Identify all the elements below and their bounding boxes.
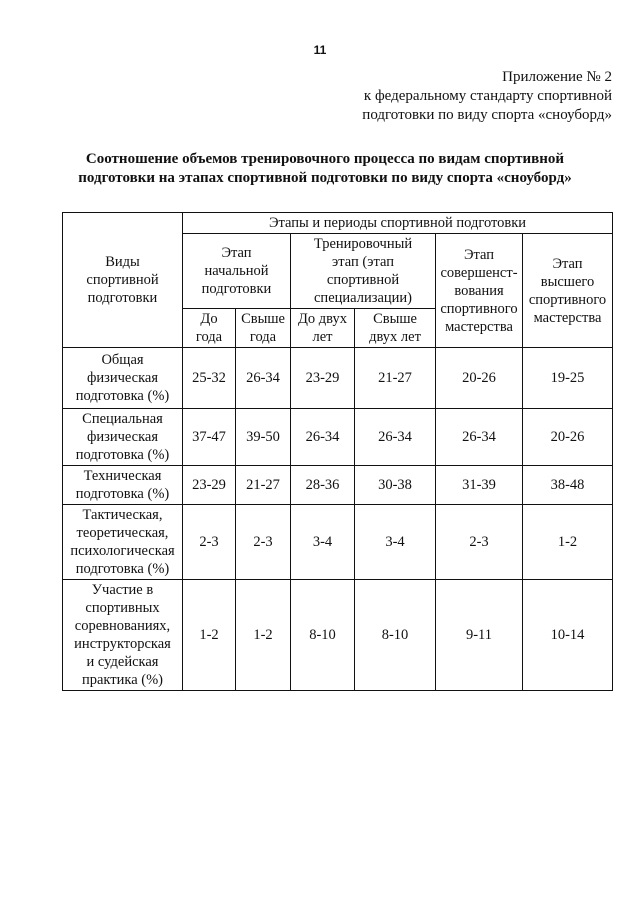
table-cell: 10-14 — [523, 580, 613, 691]
header-training-stage: Тренировочный этап (этап спортивной специализации) — [291, 234, 436, 309]
appendix-line-1: Приложение № 2 — [502, 69, 612, 85]
table-cell: 26-34 — [355, 409, 436, 466]
table-row — [63, 505, 613, 580]
appendix-line-3: подготовки по виду спорта «сноуборд» — [362, 107, 612, 123]
table-cell: 1-2 — [236, 580, 291, 691]
row-label-general-physical: Общая физическая подготовка (%) — [63, 348, 183, 409]
table-cell: 20-26 — [523, 409, 613, 466]
row-label-competitions: Участие в спортивных соревнованиях, инструкторская и судейская практика (%) — [63, 580, 183, 691]
header-over-two-years: Свыше двух лет — [355, 309, 436, 348]
table-cell: 38-48 — [523, 466, 613, 505]
header-up-to-one-year: До года — [183, 309, 236, 348]
appendix-heading — [292, 68, 612, 125]
appendix-line-2: к федеральному стандарту спортивной — [363, 88, 612, 104]
table-cell: 2-3 — [436, 505, 523, 580]
table-cell: 3-4 — [291, 505, 355, 580]
table-cell: 26-34 — [291, 409, 355, 466]
row-label-tactical: Тактическая, теоретическая, психологическая подготовка (%) — [63, 505, 183, 580]
header-initial-stage: Этап начальной подготовки — [183, 234, 291, 309]
table-cell: 20-26 — [436, 348, 523, 409]
table-cell: 3-4 — [355, 505, 436, 580]
document-title-line-2: подготовки на этапах спортивной подготовки по виду спорта «сноуборд» — [78, 170, 572, 186]
header-over-one-year: Свыше года — [236, 309, 291, 348]
table-cell: 30-38 — [355, 466, 436, 505]
table-cell: 1-2 — [523, 505, 613, 580]
table-cell: 19-25 — [523, 348, 613, 409]
header-types-of-training: Виды спортивной подготовки — [63, 213, 183, 348]
row-label-special-physical: Специальная физическая подготовка (%) — [63, 409, 183, 466]
header-up-to-two-years: До двух лет — [291, 309, 355, 348]
document-title-line-1: Соотношение объемов тренировочного процесса по видам спортивной — [85, 151, 565, 167]
table-cell: 25-32 — [183, 348, 236, 409]
header-improvement-stage: Этап совершенст- вования спортивного мастерства — [436, 234, 523, 348]
table-cell: 21-27 — [236, 466, 291, 505]
table-cell: 23-29 — [183, 466, 236, 505]
table-cell: 23-29 — [291, 348, 355, 409]
row-label-technical: Техническая подготовка (%) — [63, 466, 183, 505]
page-number: 11 — [313, 43, 327, 57]
table-cell: 9-11 — [436, 580, 523, 691]
table-cell: 26-34 — [436, 409, 523, 466]
table-cell: 8-10 — [291, 580, 355, 691]
table-cell: 28-36 — [291, 466, 355, 505]
table-cell: 37-47 — [183, 409, 236, 466]
table-cell: 2-3 — [236, 505, 291, 580]
table-row — [63, 466, 613, 505]
header-stages-and-periods: Этапы и периоды спортивной подготовки — [183, 213, 613, 234]
table-cell: 21-27 — [355, 348, 436, 409]
training-ratio-table — [62, 212, 613, 691]
table-row — [63, 409, 613, 466]
table-cell: 26-34 — [236, 348, 291, 409]
table-cell: 31-39 — [436, 466, 523, 505]
table-cell: 39-50 — [236, 409, 291, 466]
document-title — [60, 150, 590, 188]
table-cell: 1-2 — [183, 580, 236, 691]
table-cell: 8-10 — [355, 580, 436, 691]
table-cell: 2-3 — [183, 505, 236, 580]
table-row — [63, 348, 613, 409]
header-highest-stage: Этап высшего спортивного мастерства — [523, 234, 613, 348]
table-row — [63, 580, 613, 691]
